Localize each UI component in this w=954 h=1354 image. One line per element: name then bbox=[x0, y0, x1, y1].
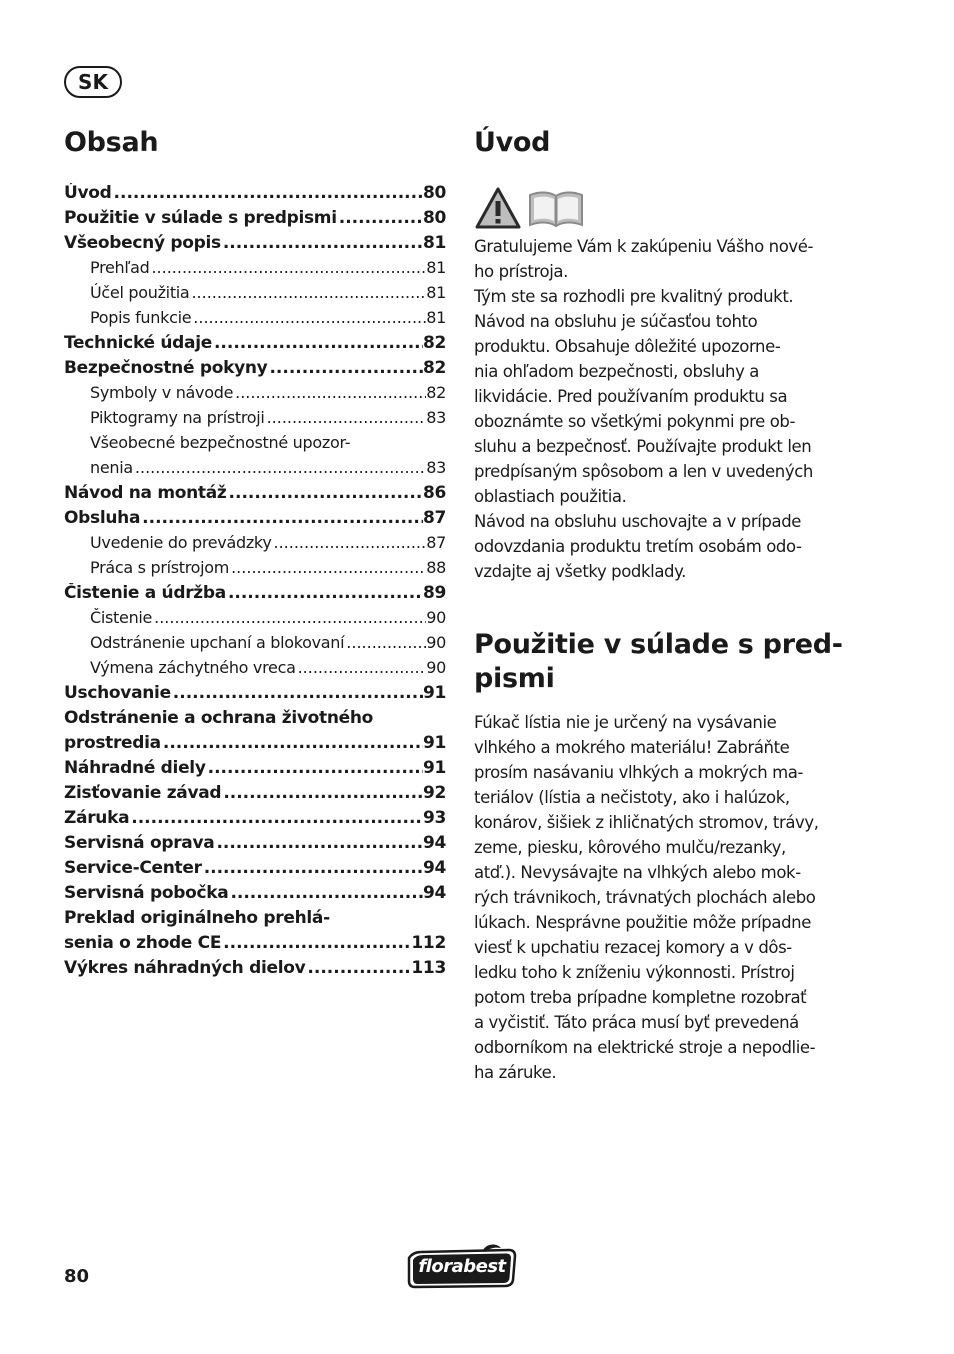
toc-leader-dots bbox=[233, 383, 426, 402]
toc-entry-title: Bezpečnostné pokyny bbox=[64, 358, 268, 378]
toc-entry[interactable] bbox=[64, 408, 446, 433]
text-line: vzdajte aj všetky podklady. bbox=[474, 562, 686, 581]
toc-entry[interactable] bbox=[64, 208, 446, 233]
toc-entry-page: 82 bbox=[422, 333, 446, 353]
text-line: a vyčistiť. Táto práca musí byť prevedená bbox=[474, 1013, 799, 1032]
toc-entry-title: Všeobecný popis bbox=[64, 233, 221, 253]
text-line: lúkach. Nesprávne použitie môže prípadne bbox=[474, 913, 811, 932]
toc-entry-page: 94 bbox=[422, 833, 446, 853]
toc-title: Obsah bbox=[64, 127, 159, 158]
toc-entry-page: 81 bbox=[426, 258, 446, 277]
text-line: predpísaným spôsobom a len v uvedených bbox=[474, 462, 813, 481]
toc-entry-title: Návod na montáž bbox=[64, 483, 227, 503]
toc-entry-page: 87 bbox=[426, 533, 446, 552]
toc-entry-page: 91 bbox=[422, 683, 446, 703]
toc-entry[interactable] bbox=[64, 508, 446, 533]
toc-entry[interactable] bbox=[64, 808, 446, 833]
toc-entry-title: Servisná pobočka bbox=[64, 883, 229, 903]
toc-leader-dots bbox=[212, 333, 423, 353]
toc-entry-title: Výmena záchytného vreca bbox=[90, 658, 296, 677]
toc-entry[interactable] bbox=[64, 733, 446, 758]
text-line: Tým ste sa rozhodli pre kvalitný produkt. bbox=[474, 287, 794, 306]
toc-entry-page: 83 bbox=[426, 408, 446, 427]
toc-leader-dots bbox=[265, 408, 427, 427]
toc-entry-page: 112 bbox=[411, 933, 446, 953]
toc-entry-title: Service-Center bbox=[64, 858, 202, 878]
toc-entry[interactable] bbox=[64, 833, 446, 858]
intended-use-title-line: pismi bbox=[474, 663, 555, 694]
toc-leader-dots bbox=[202, 858, 423, 878]
toc-entry[interactable] bbox=[64, 883, 446, 908]
text-line: Návod na obsluhu uschovajte a v prípade bbox=[474, 512, 802, 531]
toc-entry-title: Symboly v návode bbox=[90, 383, 234, 402]
toc-leader-dots bbox=[221, 233, 423, 253]
toc-entry-page: 81 bbox=[426, 308, 446, 327]
toc-entry[interactable] bbox=[64, 658, 446, 683]
toc-entry-page: 81 bbox=[422, 233, 446, 253]
toc-leader-dots bbox=[140, 508, 423, 528]
toc-entry-title: Práca s prístrojom bbox=[90, 558, 230, 577]
toc-entry-title: Popis funkcie bbox=[90, 308, 192, 327]
toc-entry[interactable] bbox=[64, 683, 446, 708]
toc-entry[interactable] bbox=[64, 758, 446, 783]
text-line: produktu. Obsahuje dôležité upozorne- bbox=[474, 337, 781, 356]
text-line: oboznámte so všetkými pokynmi pre ob- bbox=[474, 412, 796, 431]
toc-entry-title: Výkres náhradných dielov bbox=[64, 958, 306, 978]
toc-entry-title: Úvod bbox=[64, 183, 112, 203]
toc-entry-title: Preklad originálneho prehlá- bbox=[64, 908, 330, 928]
toc-entry[interactable] bbox=[64, 483, 446, 508]
text-line: ha záruke. bbox=[474, 1063, 557, 1082]
toc-leader-dots bbox=[214, 833, 423, 853]
text-line: vlhkého a mokrého materiálu! Zabráňte bbox=[474, 738, 790, 757]
toc-entry[interactable] bbox=[64, 258, 446, 283]
toc-entry[interactable] bbox=[64, 633, 446, 658]
toc-entry[interactable] bbox=[64, 558, 446, 583]
text-line: zeme, piesku, kôrového mulču/rezanky, bbox=[474, 838, 786, 857]
text-line: teriálov (lístia a nečistoty, ako i halúzok, bbox=[474, 788, 790, 807]
toc-leader-dots bbox=[221, 783, 423, 803]
text-line: sluhu a bezpečnosť. Používajte produkt len bbox=[474, 437, 812, 456]
toc-leader-dots bbox=[227, 483, 423, 503]
toc-entry-page: 86 bbox=[422, 483, 446, 503]
intro-title: Úvod bbox=[474, 127, 551, 158]
toc-entry-page: 90 bbox=[426, 608, 446, 627]
toc-entry-title: nenia bbox=[90, 458, 133, 477]
toc-entry[interactable] bbox=[64, 533, 446, 558]
toc-entry-title: Prehľad bbox=[90, 258, 150, 277]
toc-entry-page: 82 bbox=[426, 383, 446, 402]
text-line: Návod na obsluhu je súčasťou tohto bbox=[474, 312, 758, 331]
toc-entry-title: Piktogramy na prístroji bbox=[90, 408, 265, 427]
toc-entry[interactable] bbox=[64, 783, 446, 808]
toc-entry[interactable] bbox=[64, 933, 446, 958]
toc-entry-page: 93 bbox=[422, 808, 446, 828]
toc-leader-dots bbox=[191, 308, 426, 327]
toc-entry-title: Obsluha bbox=[64, 508, 141, 528]
toc-entry-page: 94 bbox=[422, 883, 446, 903]
manual-book-icon bbox=[530, 192, 582, 226]
toc-entry-page: 90 bbox=[426, 658, 446, 677]
page-number: 80 bbox=[64, 1266, 90, 1287]
toc-entry[interactable] bbox=[64, 708, 446, 733]
toc-entry[interactable] bbox=[64, 608, 446, 633]
intended-use-title bbox=[474, 628, 843, 696]
text-line: odborníkom na elektrické stroje a nepodlie- bbox=[474, 1038, 816, 1057]
toc-entry-title: Odstránenie upchaní a blokovaní bbox=[90, 633, 345, 652]
toc-entry-page: 80 bbox=[422, 183, 446, 203]
toc-leader-dots bbox=[206, 758, 423, 778]
toc-entry-title: Čistenie a údržba bbox=[64, 583, 226, 603]
toc-entry-title: Účel použitia bbox=[90, 283, 190, 302]
text-line: Fúkač lístia nie je určený na vysávanie bbox=[474, 713, 777, 732]
text-line: likvidácie. Pred používaním produktu sa bbox=[474, 387, 788, 406]
toc-entry[interactable] bbox=[64, 583, 446, 608]
toc-entry-title: Záruka bbox=[64, 808, 130, 828]
toc-leader-dots bbox=[152, 608, 426, 627]
language-badge: SK bbox=[64, 66, 122, 98]
toc-leader-dots bbox=[129, 808, 423, 828]
toc-entry[interactable] bbox=[64, 333, 446, 358]
toc-entry[interactable] bbox=[64, 458, 446, 483]
toc-entry-title: Technické údaje bbox=[64, 333, 212, 353]
toc-entry-page: 88 bbox=[426, 558, 446, 577]
intended-use-title-line: Použitie v súlade s pred- bbox=[474, 629, 843, 660]
toc-entry-title: Použitie v súlade s predpismi bbox=[64, 208, 337, 228]
toc-entry-page: 83 bbox=[426, 458, 446, 477]
text-line: odovzdania produktu tretím osobám odo- bbox=[474, 537, 802, 556]
toc-leader-dots bbox=[267, 358, 422, 378]
toc-entry[interactable] bbox=[64, 958, 446, 983]
instruction-icons bbox=[474, 186, 586, 230]
toc-leader-dots bbox=[226, 583, 423, 603]
toc-entry-title: Servisná oprava bbox=[64, 833, 215, 853]
intended-use-paragraph bbox=[474, 710, 874, 1085]
text-line: ho prístroja. bbox=[474, 262, 568, 281]
toc-entry-page: 89 bbox=[422, 583, 446, 603]
intro-paragraph bbox=[474, 234, 874, 584]
toc-entry-title: Čistenie bbox=[90, 608, 153, 627]
toc-entry-title: senia o zhode CE bbox=[64, 933, 222, 953]
text-line: potom treba prípadne kompletne rozobrať bbox=[474, 988, 807, 1007]
text-line: viesť k upchatiu rezacej komory a v dôs- bbox=[474, 938, 792, 957]
toc-entry[interactable] bbox=[64, 383, 446, 408]
table-of-contents bbox=[64, 183, 446, 983]
toc-entry-page: 80 bbox=[422, 208, 446, 228]
toc-entry-page: 82 bbox=[422, 358, 446, 378]
toc-leader-dots bbox=[344, 633, 426, 652]
toc-entry-title: Náhradné diely bbox=[64, 758, 206, 778]
toc-entry-page: 91 bbox=[422, 758, 446, 778]
toc-entry-title: Odstránenie a ochrana životného bbox=[64, 708, 374, 728]
text-line: oblastiach použitia. bbox=[474, 487, 627, 506]
toc-entry-page: 81 bbox=[426, 283, 446, 302]
toc-leader-dots bbox=[112, 183, 423, 203]
toc-entry[interactable] bbox=[64, 308, 446, 333]
toc-entry[interactable] bbox=[64, 358, 446, 383]
toc-entry[interactable] bbox=[64, 183, 446, 208]
toc-leader-dots bbox=[229, 558, 426, 577]
toc-entry[interactable] bbox=[64, 433, 446, 458]
toc-entry-page: 87 bbox=[422, 508, 446, 528]
toc-entry[interactable] bbox=[64, 858, 446, 883]
text-line: nia ohľadom bezpečnosti, obsluhy a bbox=[474, 362, 759, 381]
toc-entry-page: 92 bbox=[422, 783, 446, 803]
toc-entry-page: 90 bbox=[426, 633, 446, 652]
toc-leader-dots bbox=[221, 933, 411, 953]
text-line: prosím nasávaniu vlhkých a mokrých ma- bbox=[474, 763, 804, 782]
toc-entry-page: 91 bbox=[422, 733, 446, 753]
text-line: konárov, šišiek z ihličnatých stromov, trávy, bbox=[474, 813, 819, 832]
toc-leader-dots bbox=[272, 533, 427, 552]
text-line: ledku toho k zníženiu výkonnosti. Prístroj bbox=[474, 963, 795, 982]
toc-entry[interactable] bbox=[64, 908, 446, 933]
toc-leader-dots bbox=[337, 208, 423, 228]
toc-entry-title: Uschovanie bbox=[64, 683, 171, 703]
toc-entry-title: Zisťovanie závad bbox=[64, 783, 222, 803]
toc-entry[interactable] bbox=[64, 233, 446, 258]
toc-entry-title: Uvedenie do prevádzky bbox=[90, 533, 272, 552]
toc-leader-dots bbox=[296, 658, 427, 677]
toc-entry-page: 94 bbox=[422, 858, 446, 878]
text-line: Gratulujeme Vám k zakúpeniu Vášho nové- bbox=[474, 237, 814, 256]
toc-leader-dots bbox=[161, 733, 423, 753]
toc-leader-dots bbox=[149, 258, 426, 277]
toc-leader-dots bbox=[228, 883, 423, 903]
toc-leader-dots bbox=[171, 683, 423, 703]
logo-text: florabest bbox=[418, 1256, 506, 1277]
text-line: atď.). Nevysávajte na vlhkých alebo mok- bbox=[474, 863, 801, 882]
toc-leader-dots bbox=[133, 458, 426, 477]
warning-triangle-icon bbox=[477, 189, 519, 227]
toc-leader-dots bbox=[305, 958, 411, 978]
text-line: rých trávnikoch, trávnatých plochách alebo bbox=[474, 888, 816, 907]
toc-entry-page: 113 bbox=[411, 958, 446, 978]
toc-leader-dots bbox=[189, 283, 426, 302]
toc-entry-title: prostredia bbox=[64, 733, 161, 753]
toc-entry-title: Všeobecné bezpečnostné upozor- bbox=[90, 433, 351, 452]
toc-entry[interactable] bbox=[64, 283, 446, 308]
